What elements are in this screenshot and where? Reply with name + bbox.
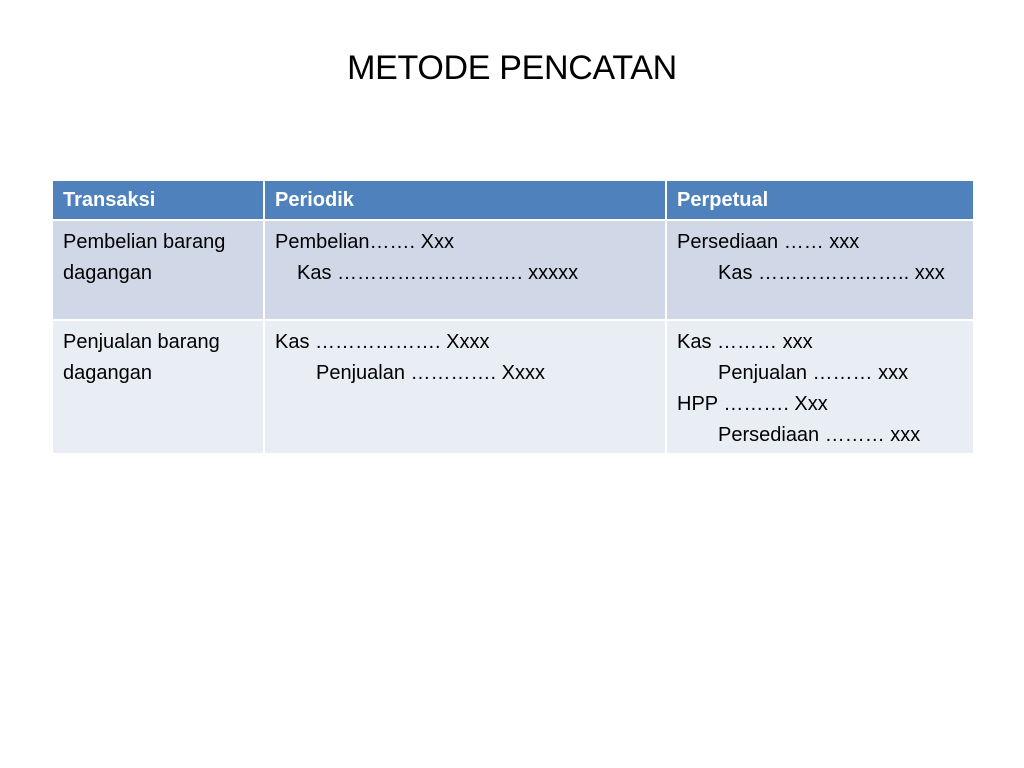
journal-line-debit: Kas ………………. Xxxx — [275, 331, 490, 353]
journal-line-credit: Kas ………………….. xxx — [718, 262, 945, 284]
cell-perpetual — [666, 320, 974, 454]
journal-line-debit: Pembelian……. Xxx — [275, 231, 454, 253]
header-transaksi: Transaksi — [52, 180, 264, 220]
cell-periodik — [264, 220, 666, 320]
journal-line-credit: Persediaan ……… xxx — [718, 424, 921, 446]
table-row — [52, 220, 974, 320]
table-header-row — [52, 180, 974, 220]
header-periodik: Periodik — [264, 180, 666, 220]
cell-periodik — [264, 320, 666, 454]
cell-perpetual — [666, 220, 974, 320]
journal-line-credit: Penjualan ……… xxx — [718, 362, 909, 384]
journal-line-credit: Kas ………………………. xxxxx — [297, 262, 579, 284]
table-row — [52, 320, 974, 454]
journal-line-debit: Kas ……… xxx — [677, 331, 813, 353]
journal-method-table — [51, 179, 975, 455]
cell-transaksi: Pembelian barang dagangan — [52, 220, 264, 320]
header-perpetual: Perpetual — [666, 180, 974, 220]
journal-line-credit: Penjualan …………. Xxxx — [316, 362, 545, 384]
cell-transaksi: Penjualan barang dagangan — [52, 320, 264, 454]
journal-line-debit: HPP ………. Xxx — [677, 393, 828, 415]
slide-title: METODE PENCATAN — [347, 49, 677, 87]
journal-line-debit: Persediaan …… xxx — [677, 231, 860, 253]
